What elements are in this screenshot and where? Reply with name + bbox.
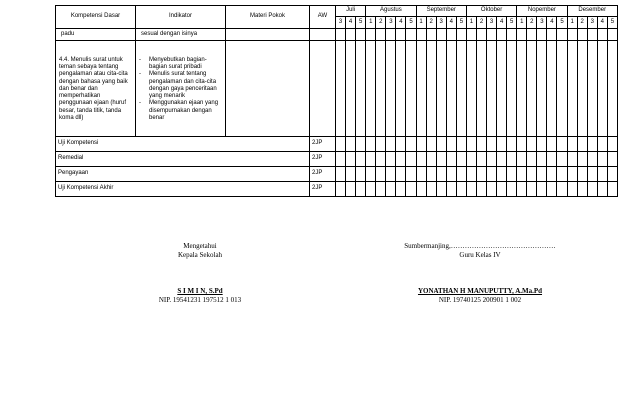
extra-row-label: Uji Kompetensi Akhir [56,182,310,197]
month-header: Juli [336,6,366,17]
week-cell [507,167,517,182]
header-materi-pokok: Materi Pokok [226,6,310,29]
week-cell [426,167,436,182]
week-cell [346,137,356,152]
week-cell [346,41,356,137]
week-cell [537,29,547,41]
week-cell [507,137,517,152]
week-cell [497,167,507,182]
week-cell [456,152,466,167]
signature-right-nip: NIP. 19740125 200901 1 002 [438,296,522,304]
week-cell [376,167,386,182]
week-cell [527,167,537,182]
week-cell [537,152,547,167]
week-cell [537,41,547,137]
week-cell [376,182,386,197]
week-number: 5 [456,17,466,29]
week-cell [356,152,366,167]
signature-right-line2: Guru Kelas IV [459,251,501,259]
extra-row [56,137,618,152]
week-cell [366,41,376,137]
week-cell [336,182,346,197]
week-number: 1 [517,17,527,29]
week-cell [507,182,517,197]
week-cell [426,137,436,152]
week-number: 4 [497,17,507,29]
week-cell [376,152,386,167]
week-cell [346,167,356,182]
week-cell [336,137,346,152]
week-cell [446,152,456,167]
week-number: 3 [537,17,547,29]
week-cell [436,41,446,137]
week-cell [597,137,607,152]
week-number: 1 [567,17,577,29]
month-header: September [416,6,466,17]
extra-row [56,167,618,182]
week-cell [607,182,617,197]
week-cell [537,167,547,182]
week-cell [517,41,527,137]
week-cell [386,29,396,41]
week-cell [547,41,557,137]
continuation-kompetensi: padu [56,29,136,41]
week-cell [406,137,416,152]
indikator-item: - Menggunakan ejaan yang disempurnakan dengan benar [139,100,223,122]
week-number: 3 [386,17,396,29]
schedule-table [55,5,618,197]
week-number: 1 [416,17,426,29]
extra-row-aw: 2JP [310,167,336,182]
week-cell [446,167,456,182]
week-cell [446,137,456,152]
week-cell [517,167,527,182]
week-number: 4 [346,17,356,29]
week-cell [607,152,617,167]
week-cell [416,182,426,197]
week-number: 5 [406,17,416,29]
week-cell [376,41,386,137]
week-cell [577,167,587,182]
week-cell [416,137,426,152]
week-cell [416,167,426,182]
main-kompetensi: 4.4. Menulis surat untuk teman sebaya tentang pengalaman atau cita-cita dengan bahasa yang baik dan benar dan memperhatikan penggunaan ejaan (huruf besar, tanda titik, tanda koma dll) [56,41,136,137]
week-cell [376,137,386,152]
week-cell [416,152,426,167]
week-cell [597,152,607,167]
week-number: 5 [557,17,567,29]
week-cell [557,29,567,41]
week-cell [487,29,497,41]
week-cell [346,182,356,197]
week-cell [356,137,366,152]
week-cell [607,167,617,182]
week-cell [346,29,356,41]
week-cell [356,182,366,197]
week-cell [487,182,497,197]
week-cell [466,29,476,41]
week-number: 4 [597,17,607,29]
week-number: 2 [426,17,436,29]
week-cell [386,41,396,137]
week-cell [336,167,346,182]
week-cell [456,167,466,182]
extra-row-aw: 2JP [310,182,336,197]
extra-row-label: Pengayaan [56,167,310,182]
week-cell [456,41,466,137]
week-cell [406,152,416,167]
extra-row-label: Uji Kompetensi [56,137,310,152]
continuation-row [56,29,618,41]
signature-left-name: S I M I N, S.Pd [177,287,223,295]
week-cell [406,182,416,197]
week-cell [406,29,416,41]
indikator-item: - Menulis surat tentang pengalaman dan cita-cita dengan gaya penceritaan yang menarik [139,71,223,100]
main-indikator [136,41,226,137]
week-cell [416,41,426,137]
week-cell [567,152,577,167]
week-cell [476,29,486,41]
week-cell [396,152,406,167]
week-cell [587,182,597,197]
week-cell [547,182,557,197]
week-cell [356,41,366,137]
signature-left-line1: Mengetahui [183,242,217,250]
week-cell [557,137,567,152]
week-cell [537,137,547,152]
week-cell [456,137,466,152]
week-cell [597,41,607,137]
week-cell [587,137,597,152]
month-header: Nopember [517,6,567,17]
week-number: 3 [487,17,497,29]
week-cell [587,41,597,137]
week-cell [497,137,507,152]
continuation-indikator: sesual dengan isinya [136,29,226,41]
week-cell [366,167,376,182]
week-cell [607,29,617,41]
week-cell [366,152,376,167]
week-cell [517,137,527,152]
week-cell [336,29,346,41]
main-row [56,41,618,137]
week-number: 1 [466,17,476,29]
week-cell [517,152,527,167]
week-number: 3 [336,17,346,29]
week-cell [386,152,396,167]
week-cell [446,182,456,197]
signature-left-nip: NIP. 19541231 197512 1 013 [158,296,242,304]
week-cell [517,29,527,41]
week-cell [406,167,416,182]
week-cell [577,182,587,197]
week-number: 2 [577,17,587,29]
week-cell [557,152,567,167]
week-cell [487,41,497,137]
main-materi [226,41,310,137]
week-cell [396,182,406,197]
week-cell [567,182,577,197]
week-cell [557,167,567,182]
week-cell [366,29,376,41]
week-cell [436,167,446,182]
week-cell [587,29,597,41]
header-aw: AW [310,6,336,29]
week-cell [436,137,446,152]
week-cell [547,167,557,182]
week-cell [517,182,527,197]
week-cell [466,182,476,197]
week-cell [436,29,446,41]
week-cell [567,29,577,41]
signature-left [115,242,285,305]
week-cell [507,152,517,167]
week-cell [436,152,446,167]
week-cell [336,152,346,167]
week-cell [567,167,577,182]
week-cell [577,137,587,152]
week-cell [487,152,497,167]
week-cell [497,29,507,41]
week-cell [607,41,617,137]
week-cell [476,182,486,197]
indikator-list [139,57,223,122]
week-number: 4 [446,17,456,29]
week-cell [396,29,406,41]
week-cell [597,167,607,182]
week-cell [557,41,567,137]
week-cell [426,29,436,41]
week-cell [527,137,537,152]
signature-right-name: YONATHAN H MANUPUTTY, A.Ma.Pd [417,287,543,295]
week-cell [487,137,497,152]
week-cell [476,152,486,167]
week-cell [577,29,587,41]
week-cell [426,152,436,167]
week-cell [396,41,406,137]
week-cell [386,182,396,197]
week-cell [336,41,346,137]
extra-row [56,152,618,167]
indikator-item: - Menyebutkan bagian-bagian surat pribadi [139,57,223,71]
week-cell [557,182,567,197]
month-header: Agustus [366,6,416,17]
week-cell [597,182,607,197]
header-kompetensi-dasar: Kompetensi Dasar [56,6,136,29]
week-cell [507,29,517,41]
week-number: 3 [436,17,446,29]
extra-row-aw: 2JP [310,152,336,167]
week-cell [396,167,406,182]
week-cell [547,137,557,152]
week-cell [567,137,577,152]
week-cell [497,41,507,137]
week-number: 2 [527,17,537,29]
week-cell [476,137,486,152]
week-cell [356,29,366,41]
week-number: 2 [376,17,386,29]
week-cell [466,137,476,152]
week-cell [567,41,577,137]
week-cell [577,41,587,137]
signature-left-line2: Kepala Sekolah [177,251,223,259]
week-cell [376,29,386,41]
header-indikator: Indikator [136,6,226,29]
week-cell [466,152,476,167]
week-cell [597,29,607,41]
week-cell [366,137,376,152]
week-number: 5 [507,17,517,29]
week-cell [487,167,497,182]
week-cell [547,152,557,167]
week-cell [356,167,366,182]
week-cell [497,182,507,197]
week-cell [507,41,517,137]
signature-right-line1: Sumbermanjing,……………………………………… [404,242,556,250]
week-number: 5 [356,17,366,29]
week-cell [587,167,597,182]
week-cell [446,41,456,137]
week-cell [466,41,476,137]
week-cell [406,41,416,137]
week-cell [587,152,597,167]
week-cell [456,29,466,41]
week-cell [386,167,396,182]
week-cell [577,152,587,167]
week-cell [476,167,486,182]
week-number: 3 [587,17,597,29]
week-cell [537,182,547,197]
week-cell [476,41,486,137]
week-cell [426,41,436,137]
week-number: 2 [476,17,486,29]
week-cell [547,29,557,41]
week-cell [527,29,537,41]
week-number: 4 [396,17,406,29]
month-header: Oktober [466,6,516,17]
week-cell [527,182,537,197]
extra-row-aw: 2JP [310,137,336,152]
week-cell [466,167,476,182]
week-cell [386,137,396,152]
week-cell [527,41,537,137]
week-cell [497,152,507,167]
extra-row-label: Remedial [56,152,310,167]
week-cell [416,29,426,41]
week-cell [396,137,406,152]
week-cell [446,29,456,41]
week-cell [426,182,436,197]
main-aw [310,41,336,137]
week-number: 1 [366,17,376,29]
week-number: 4 [547,17,557,29]
signature-right [375,242,585,305]
week-cell [346,152,356,167]
continuation-aw [310,29,336,41]
week-cell [607,137,617,152]
week-number: 5 [607,17,617,29]
week-cell [436,182,446,197]
continuation-materi [226,29,310,41]
week-cell [527,152,537,167]
week-cell [366,182,376,197]
month-header: Desember [567,6,617,17]
extra-row [56,182,618,197]
week-cell [456,182,466,197]
